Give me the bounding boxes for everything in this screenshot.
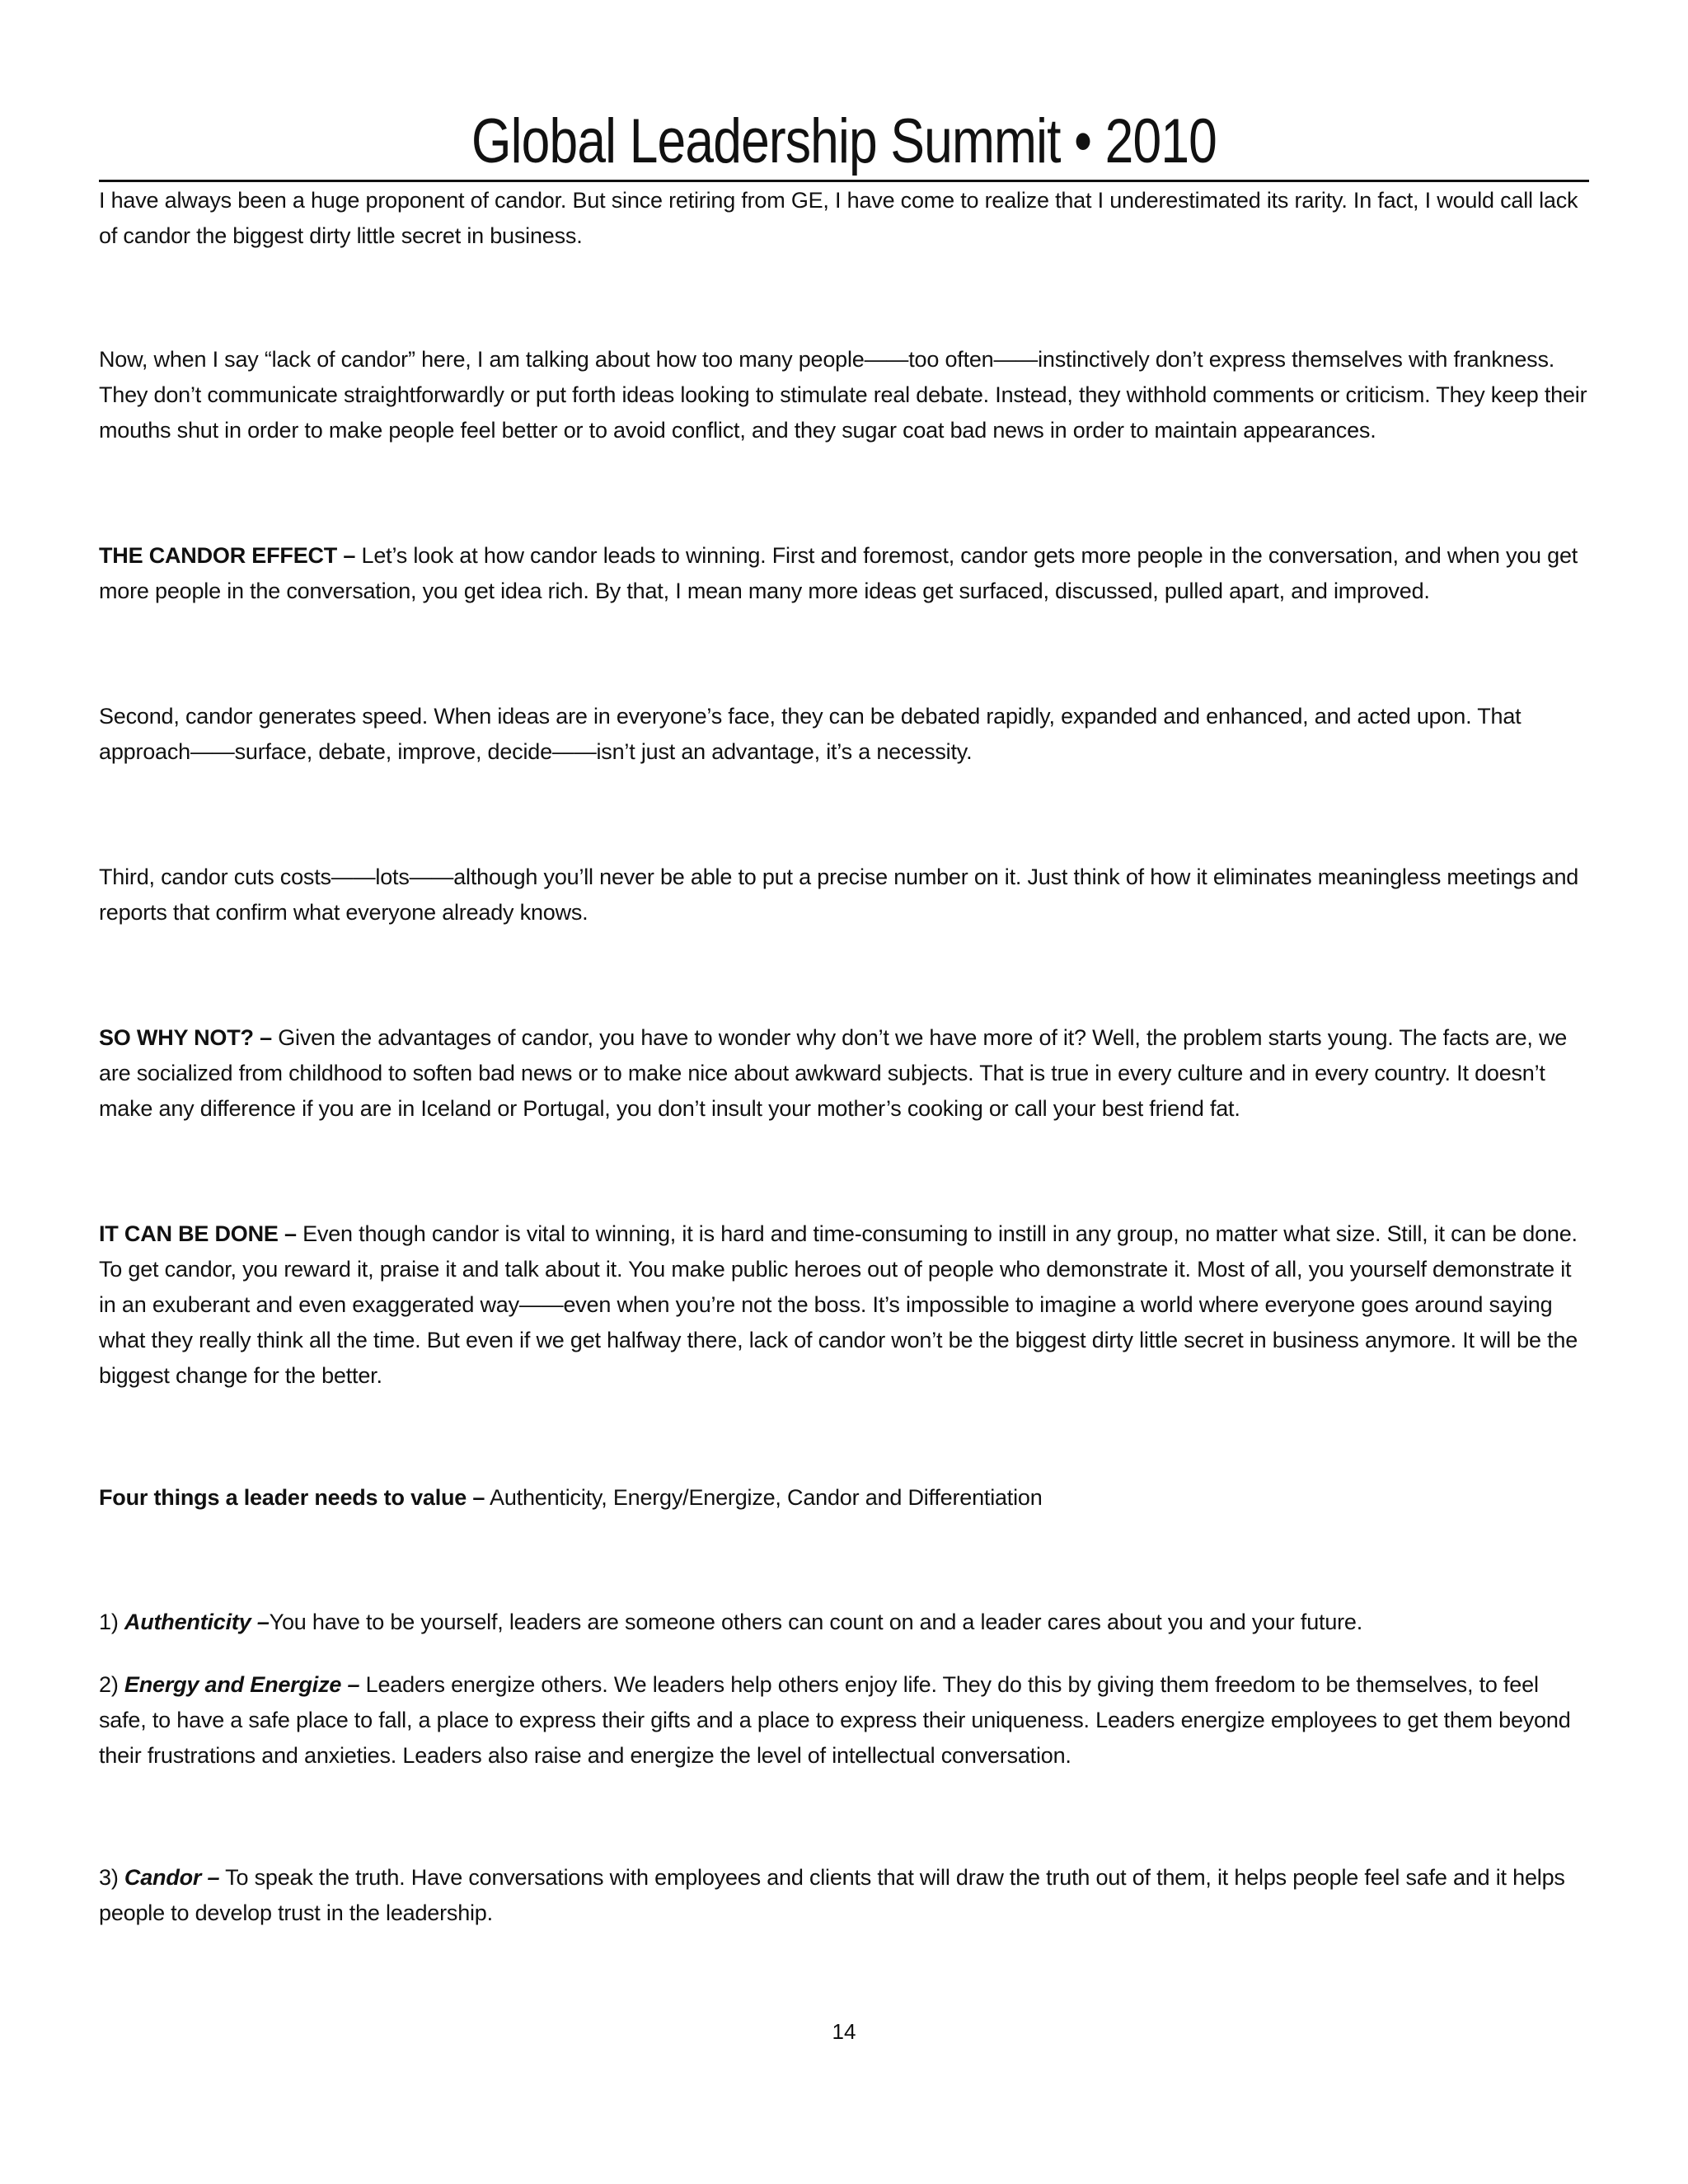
paragraph-text: Authenticity, Energy/Energize, Candor and Differentiation: [485, 1485, 1043, 1510]
paragraph-text: Given the advantages of candor, you have to wonder why don’t we have more of it? Well, the problem starts young. The facts are, we are socialized from childhood to soften bad news or to make nice about awkward subjects. That is true in every culture and in every country. It doesn’t make any difference if you are in Iceland or Portugal, you don’t insult your mother’s cooking or call your best friend fat.: [99, 1025, 1568, 1121]
list-number: 3): [99, 1865, 124, 1890]
paragraph-four-things: [99, 1480, 1589, 1516]
title-divider: [99, 180, 1589, 182]
list-item-energy: [99, 1667, 1589, 1774]
section-heading: SO WHY NOT? –: [99, 1025, 272, 1050]
list-item-candor: [99, 1860, 1589, 1931]
paragraph-text: I have always been a huge proponent of candor. But since retiring from GE, I have come to realize that I underestimated its rarity. In fact, I would call lack of candor the biggest dirty little secret in business.: [99, 188, 1578, 248]
paragraph-intro: [99, 183, 1589, 254]
page-number: 14: [832, 2019, 856, 2044]
paragraph-can-be-done: [99, 1216, 1589, 1394]
paragraph-text: Second, candor generates speed. When ideas are in everyone’s face, they can be debated rapidly, expanded and enhanced, and acted upon. That approach——surface, debate, improve, decide——isn’t just an advantage, it’s a necessity.: [99, 704, 1522, 764]
paragraph-text: Leaders energize others. We leaders help others enjoy life. They do this by giving them freedom to be themselves, to feel safe, to have a safe place to fall, a place to express their gifts and a place to express their uniqueness. Leaders energize employees to get them beyond their frustrations and anxieties. Leaders also raise and energize the level of intellectual conversation.: [99, 1672, 1571, 1768]
list-item-authenticity: [99, 1605, 1589, 1640]
paragraph-lack-of-candor: [99, 342, 1589, 448]
list-heading: Energy and Energize –: [124, 1672, 360, 1697]
paragraph-text: Now, when I say “lack of candor” here, I am talking about how too many people——too often——instinctively don’t express themselves with frankness. They don’t communicate straightforwardly or put forth ideas looking to stimulate real debate. Instead, they withhold comments or criticism. They keep their mouths shut in order to make people feel better or to avoid conflict, and they sugar coat bad news in order to maintain appearances.: [99, 347, 1587, 443]
paragraph-text: Third, candor cuts costs——lots——although you’ll never be able to put a precise number on it. Just think of how it eliminates meaningless meetings and reports that confirm what everyone already knows.: [99, 865, 1579, 925]
section-heading: Four things a leader needs to value –: [99, 1485, 485, 1510]
paragraph-text: Even though candor is vital to winning, it is hard and time-consuming to instill in any group, no matter what size. Still, it can be done. To get candor, you reward it, praise it and talk about it. You make public heroes out of people who demonstrate it. Most of all, you yourself demonstrate it in an exuberant and even exaggerated way——even when you’re not the boss. It’s impossible to imagine a world where everyone goes around saying what they really think all the time. But even if we get halfway there, lack of candor won’t be the biggest dirty little secret in business anymore. It will be the biggest change for the better.: [99, 1221, 1578, 1388]
page-title: Global Leadership Summit • 2010: [471, 106, 1217, 176]
paragraph-text: You have to be yourself, leaders are someone others can count on and a leader cares about you and your future.: [269, 1610, 1363, 1634]
paragraph-costs: [99, 860, 1589, 930]
section-heading: THE CANDOR EFFECT –: [99, 543, 356, 568]
paragraph-candor-effect: [99, 538, 1589, 609]
paragraph-speed: [99, 699, 1589, 770]
list-heading: Authenticity –: [124, 1610, 270, 1634]
list-heading: Candor –: [124, 1865, 220, 1890]
paragraph-text: Let’s look at how candor leads to winning. First and foremost, candor gets more people in the conversation, and when you get more people in the conversation, you get idea rich. By that, I mean many more ideas get surfaced, discussed, pulled apart, and improved.: [99, 543, 1578, 603]
section-heading: IT CAN BE DONE –: [99, 1221, 297, 1246]
list-number: 2): [99, 1672, 124, 1697]
list-number: 1): [99, 1610, 124, 1634]
paragraph-text: To speak the truth. Have conversations with employees and clients that will draw the truth out of them, it helps people feel safe and it helps people to develop trust in the leadership.: [99, 1865, 1565, 1925]
paragraph-why-not: [99, 1020, 1589, 1127]
